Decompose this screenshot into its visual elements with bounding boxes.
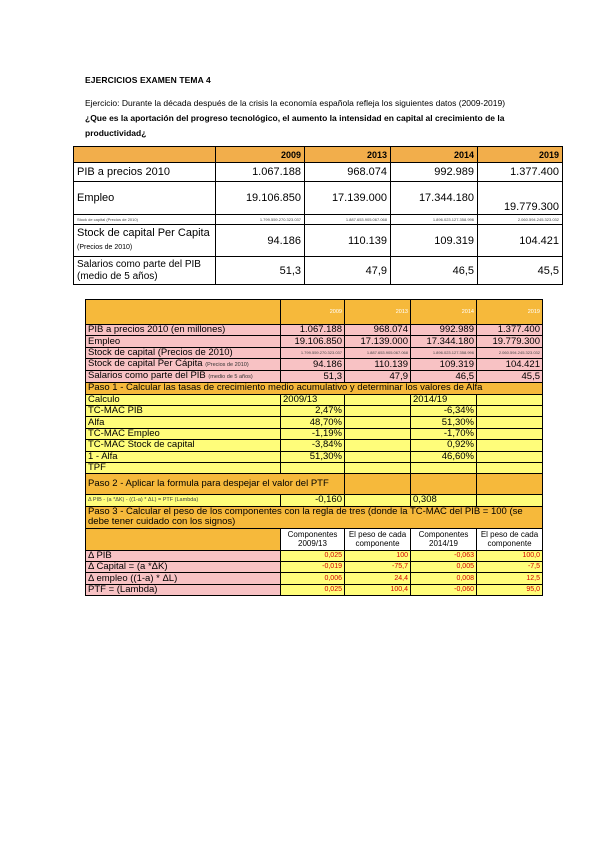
exercise-question: ¿Que es la aportación del progreso tecnológico, el aumento la intensidad en capital al crecimiento de la productividad¿ <box>85 113 505 138</box>
row-label: TPF <box>86 462 281 473</box>
cell-value: 51,30% <box>281 451 345 462</box>
cell-value: 19.779.300 <box>477 336 543 347</box>
table-row <box>86 371 543 383</box>
year-header: 2019 <box>478 147 563 163</box>
cell-value: 100,0 <box>477 550 543 561</box>
cell-value: 17.139.000 <box>345 336 411 347</box>
cell-value: 45,5 <box>477 371 543 383</box>
empty-cell <box>477 394 543 405</box>
data-table-summary <box>73 146 563 285</box>
row-label: Empleo <box>86 336 281 347</box>
year-header: 2009 <box>216 147 305 163</box>
step-row <box>86 383 543 394</box>
row-label: TC-MAC Empleo <box>86 428 281 439</box>
step-row <box>86 474 543 495</box>
period-header: 2009/13 <box>281 394 345 405</box>
cell-value: 1.377.400 <box>477 325 543 336</box>
cell-value: 47,9 <box>345 371 411 383</box>
formula-row <box>86 495 543 506</box>
header-blank <box>86 528 281 550</box>
cell-value: 0,008 <box>411 573 477 584</box>
row-label: Stock de capital Per Capita (Precios de 2010) <box>74 225 216 257</box>
row-label: PIB a precios 2010 (en millones) <box>86 325 281 336</box>
cell-value: 0,92% <box>411 440 477 451</box>
cell-value: 46,5 <box>411 371 477 383</box>
period-header: 2014/19 <box>411 394 477 405</box>
table-row <box>74 225 563 257</box>
table-row <box>86 359 543 371</box>
step-2-title: Paso 2 - Aplicar la formula para despejar el valor del PTF <box>86 474 345 495</box>
cell-value: 0,005 <box>411 562 477 573</box>
cell-value: 100,4 <box>345 584 411 595</box>
table-row <box>74 163 563 182</box>
exercise-statement <box>85 96 525 141</box>
year-header: 2014 <box>391 147 478 163</box>
calculation-table <box>85 299 543 596</box>
cell-value: 968.074 <box>345 325 411 336</box>
cell-value: 46,5 <box>391 257 478 285</box>
empty-cell <box>345 474 411 495</box>
cell-value: -6,34% <box>411 405 477 416</box>
cell-value: 1.799.559.270.323.037 <box>281 347 345 358</box>
cell-value: 12,5 <box>477 573 543 584</box>
cell-value: -1,70% <box>411 428 477 439</box>
calc-row <box>86 440 543 451</box>
cell-value: 0,025 <box>281 584 345 595</box>
header-blank <box>74 147 216 163</box>
table-row <box>74 182 563 215</box>
calc-row <box>86 428 543 439</box>
row-label: Empleo <box>74 182 216 215</box>
row-label: 1 - Alfa <box>86 451 281 462</box>
comp-header: Componentes 2009/13 <box>281 528 345 550</box>
cell-value: 51,30% <box>411 417 477 428</box>
year-header-row <box>86 300 543 325</box>
cell-value: 19.106.850 <box>281 336 345 347</box>
comp-row <box>86 584 543 595</box>
cell-value: 51,3 <box>216 257 305 285</box>
cell-value: 992.989 <box>391 163 478 182</box>
empty-cell <box>477 462 543 473</box>
table-row <box>74 257 563 285</box>
cell-value: 94.186 <box>281 359 345 371</box>
empty-cell <box>345 394 411 405</box>
comp-header-row <box>86 528 543 550</box>
row-label: Δ empleo ((1-a) * ΔL) <box>86 573 281 584</box>
row-label: Calculo <box>86 394 281 405</box>
row-label: Alfa <box>86 417 281 428</box>
empty-cell <box>345 462 411 473</box>
year-header: 2019 <box>477 300 543 325</box>
cell-value: -75,7 <box>345 562 411 573</box>
cell-value: 17.344.180 <box>411 336 477 347</box>
cell-value: 1.896.023.127.358.996 <box>411 347 477 358</box>
cell-value: 992.989 <box>411 325 477 336</box>
calc-row <box>86 462 543 473</box>
row-label: Stock de capital (Precios de 2010) <box>86 347 281 358</box>
empty-cell <box>411 474 477 495</box>
cell-value: 46,60% <box>411 451 477 462</box>
comp-header: El peso de cada componente <box>345 528 411 550</box>
exercise-text: Ejercicio: Durante la década después de la crisis la economía española refleja los siguientes datos (2009-2019) <box>85 98 506 108</box>
empty-cell <box>477 417 543 428</box>
cell-value: 2,47% <box>281 405 345 416</box>
cell-value: 19.106.850 <box>216 182 305 215</box>
cell-value: 19.779.300 <box>478 182 563 215</box>
cell-value: 1.896.023.127.358.996 <box>391 215 478 225</box>
cell-value: 45,5 <box>478 257 563 285</box>
cell-value: 2.060.594.245.323.032 <box>478 215 563 225</box>
cell-value: 100 <box>345 550 411 561</box>
cell-value: -0,060 <box>411 584 477 595</box>
row-label: Salarios como parte del PIB (medio de 5 años) <box>74 257 216 285</box>
empty-cell <box>345 451 411 462</box>
step-1-title: Paso 1 - Calcular las tasas de crecimiento medio acumulativo y determinar los valores de Alfa <box>86 383 543 394</box>
empty-cell <box>345 428 411 439</box>
empty-cell <box>477 405 543 416</box>
cell-value: -3,84% <box>281 440 345 451</box>
row-label: TC-MAC Stock de capital <box>86 440 281 451</box>
step-3-title: Paso 3 - Calcular el peso de los componentes con la regla de tres (donde la TC-MAC del PIB = 100 (se debe tener cuidado con los signos) <box>86 506 543 528</box>
formula-label: Δ PIB - (a *ΔK) - ((1-a) * ΔL) = PTF (Lambda) <box>86 495 281 506</box>
cell-value: 51,3 <box>281 371 345 383</box>
cell-value: 104.421 <box>478 225 563 257</box>
empty-cell <box>477 428 543 439</box>
empty-cell <box>477 495 543 506</box>
cell-value: 94.186 <box>216 225 305 257</box>
row-label: Stock de capital Per Cápita (Precios de 2010) <box>86 359 281 371</box>
cell-value: 17.139.000 <box>305 182 391 215</box>
row-label: Stock de capital (Precios de 2010) <box>74 215 216 225</box>
row-label: Δ PIB <box>86 550 281 561</box>
cell-value: 104.421 <box>477 359 543 371</box>
table-row <box>86 347 543 358</box>
year-header: 2014 <box>411 300 477 325</box>
cell-value: 968.074 <box>305 163 391 182</box>
cell-value: 1.377.400 <box>478 163 563 182</box>
table-row <box>74 215 563 225</box>
cell-value: 2.060.594.245.323.032 <box>477 347 543 358</box>
empty-cell <box>345 440 411 451</box>
cell-value: 109.319 <box>411 359 477 371</box>
cell-value: 0,025 <box>281 550 345 561</box>
cell-value: 24,4 <box>345 573 411 584</box>
cell-value: 48,70% <box>281 417 345 428</box>
cell-value: -7,5 <box>477 562 543 573</box>
calc-row <box>86 451 543 462</box>
cell-value: -1,19% <box>281 428 345 439</box>
comp-row <box>86 550 543 561</box>
exam-heading: EJERCICIOS EXAMEN TEMA 4 <box>85 75 211 85</box>
cell-value: 110.139 <box>305 225 391 257</box>
cell-value: 1.887.653.905.067.068 <box>345 347 411 358</box>
empty-cell <box>345 417 411 428</box>
cell-value: 95,0 <box>477 584 543 595</box>
calc-header-row <box>86 394 543 405</box>
cell-value: 1.067.188 <box>216 163 305 182</box>
year-header: 2009 <box>281 300 345 325</box>
calc-row <box>86 405 543 416</box>
cell-value: 0,308 <box>411 495 477 506</box>
empty-cell <box>477 440 543 451</box>
cell-value <box>281 462 345 473</box>
year-header-row <box>74 147 563 163</box>
row-label: Salarios como parte del PIB (medio de 5 años) <box>86 371 281 383</box>
cell-value: 1.067.188 <box>281 325 345 336</box>
row-label: PTF = (Lambda) <box>86 584 281 595</box>
table-row <box>86 325 543 336</box>
row-label: Δ Capital = (a *ΔK) <box>86 562 281 573</box>
cell-value: 47,9 <box>305 257 391 285</box>
table-row <box>86 336 543 347</box>
cell-value: -0,019 <box>281 562 345 573</box>
header-blank <box>86 300 281 325</box>
year-header: 2013 <box>305 147 391 163</box>
cell-value: 110.139 <box>345 359 411 371</box>
cell-value: -0,160 <box>281 495 345 506</box>
cell-value: 17.344.180 <box>391 182 478 215</box>
comp-header: Componentes 2014/19 <box>411 528 477 550</box>
cell-value: 1.887.653.905.067.068 <box>305 215 391 225</box>
comp-header: El peso de cada componente <box>477 528 543 550</box>
row-label: TC-MAC PIB <box>86 405 281 416</box>
empty-cell <box>345 495 411 506</box>
empty-cell <box>345 405 411 416</box>
step-row <box>86 506 543 528</box>
cell-value: 109.319 <box>391 225 478 257</box>
row-label: PIB a precios 2010 <box>74 163 216 182</box>
comp-row <box>86 562 543 573</box>
comp-row <box>86 573 543 584</box>
cell-value <box>411 462 477 473</box>
year-header: 2013 <box>345 300 411 325</box>
empty-cell <box>477 451 543 462</box>
cell-value: 1.799.559.270.323.037 <box>216 215 305 225</box>
cell-value: 0,006 <box>281 573 345 584</box>
calc-row <box>86 417 543 428</box>
cell-value: -0,063 <box>411 550 477 561</box>
empty-cell <box>477 474 543 495</box>
